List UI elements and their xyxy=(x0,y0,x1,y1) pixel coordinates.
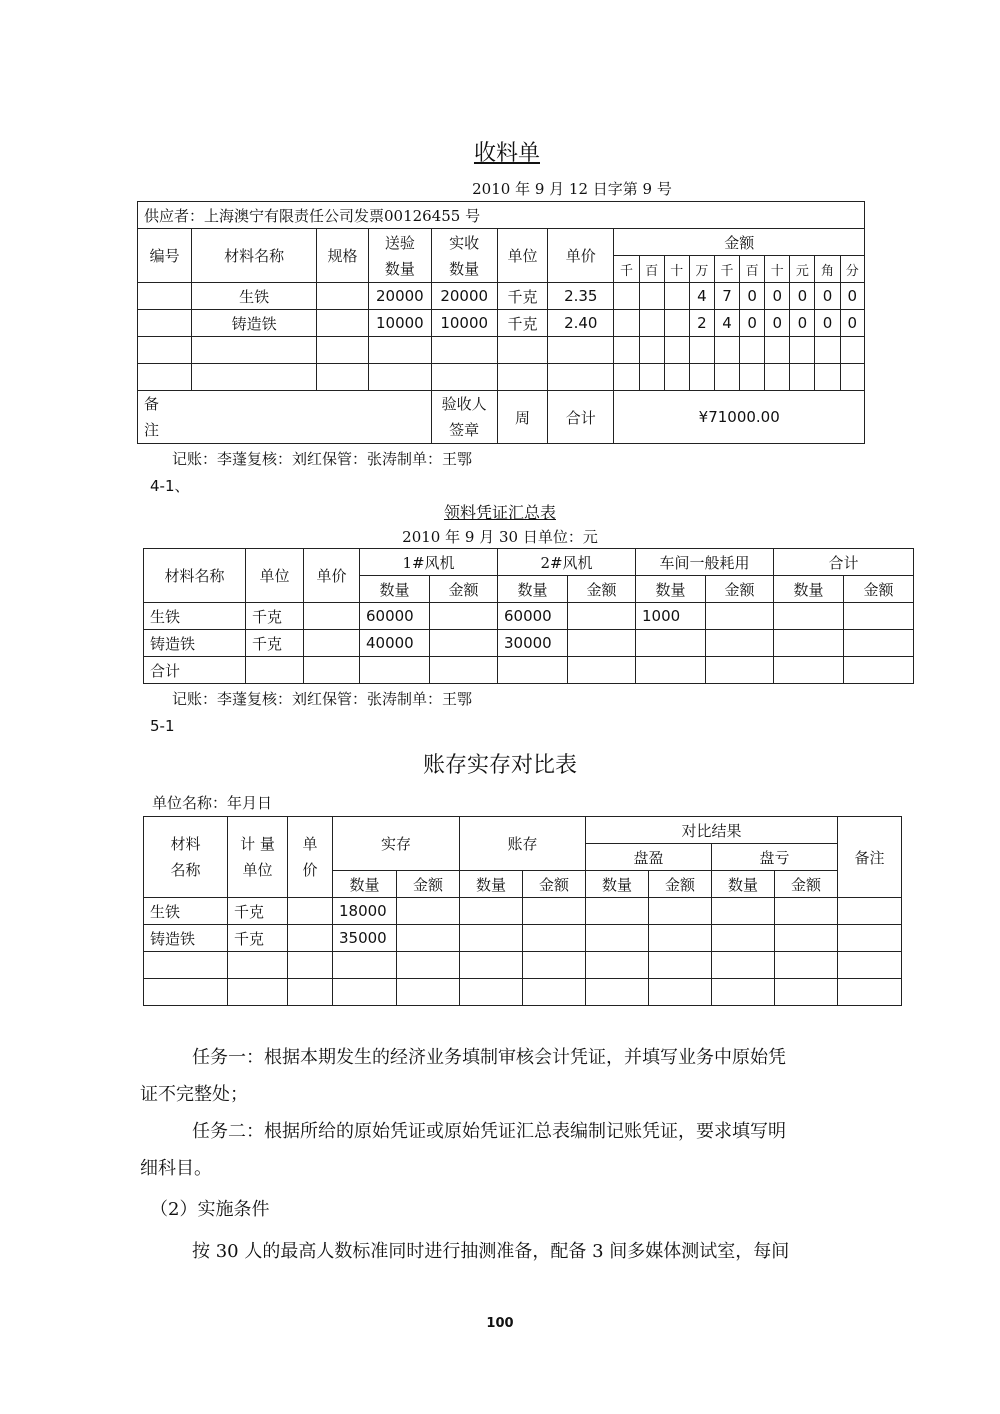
table-row xyxy=(138,310,865,337)
header-group: 1#风机 xyxy=(360,549,498,576)
row-sent: 20000 xyxy=(369,283,431,310)
total-label: 合计 xyxy=(548,391,614,444)
supplier-cell: 供应者：上海澳宁有限责任公司发票00126455 号 xyxy=(138,202,865,229)
receipt-signatures: 记账：李蓬复核：刘红保管：张涛制单：王鄂 xyxy=(172,450,473,468)
digit-cell: 7 xyxy=(714,283,739,310)
row-received: 20000 xyxy=(431,283,497,310)
digit-header: 百 xyxy=(639,256,664,283)
section-4-1-label: 4-1、 xyxy=(150,477,190,495)
row-sent: 10000 xyxy=(369,310,431,337)
header-amt: 金额 xyxy=(706,576,774,603)
row-unit: 千克 xyxy=(246,630,304,657)
header-name: 材料 名称 xyxy=(144,817,228,898)
header-group: 2#风机 xyxy=(498,549,636,576)
header-amt: 金额 xyxy=(649,871,712,898)
section-5-1-label: 5-1 xyxy=(150,717,175,735)
summary-signatures: 记账：李蓬复核：刘红保管：张涛制单：王鄂 xyxy=(172,690,473,708)
digit-cell: 4 xyxy=(714,310,739,337)
row-cell xyxy=(774,603,844,630)
digit-cell: 0 xyxy=(790,283,815,310)
header-unit: 单位 xyxy=(246,549,304,603)
summary-date-line: 2010 年 9 月 30 日单位：元 xyxy=(402,528,598,546)
header-actual: 实存 xyxy=(333,817,460,871)
table-row xyxy=(144,603,914,630)
row-cell xyxy=(844,630,914,657)
compare-unit-line: 单位名称：年月日 xyxy=(152,794,273,812)
row-unit: 千克 xyxy=(228,898,288,925)
row-unit: 千克 xyxy=(497,283,547,310)
conditions-line-1: 按 30 人的最高人数标准同时进行抽测准备，配备 3 间多媒体测试室，每间 xyxy=(192,1241,790,1262)
row-cell: 40000 xyxy=(360,630,430,657)
row-name: 生铁 xyxy=(144,898,228,925)
header-qty: 数量 xyxy=(498,576,568,603)
header-price: 单价 xyxy=(548,229,614,283)
table-row xyxy=(144,925,902,952)
table-row xyxy=(144,952,902,979)
row-name: 铸造铁 xyxy=(144,925,228,952)
digit-cell xyxy=(614,283,639,310)
row-actual-qty: 18000 xyxy=(333,898,397,925)
row-actual-qty: 35000 xyxy=(333,925,397,952)
digit-cell: 0 xyxy=(740,310,765,337)
header-group: 车间一般耗用 xyxy=(636,549,774,576)
header-result: 对比结果 xyxy=(586,817,838,844)
digit-header: 分 xyxy=(840,256,864,283)
header-unit: 单位 xyxy=(497,229,547,283)
header-name: 材料名称 xyxy=(144,549,246,603)
row-cell: 1000 xyxy=(636,603,706,630)
receipt-title: 收料单 xyxy=(473,141,540,166)
digit-header: 千 xyxy=(714,256,739,283)
row-cell xyxy=(430,657,498,684)
inspector-name: 周 xyxy=(497,391,547,444)
row-cell xyxy=(706,630,774,657)
digit-cell xyxy=(664,283,689,310)
receipt-table xyxy=(137,201,865,444)
row-cell: 60000 xyxy=(360,603,430,630)
row-price: 2.40 xyxy=(548,310,614,337)
compare-title: 账存实存对比表 xyxy=(422,753,577,778)
header-amt: 金额 xyxy=(397,871,460,898)
row-cell xyxy=(844,657,914,684)
header-no: 编号 xyxy=(138,229,192,283)
digit-header: 十 xyxy=(664,256,689,283)
digit-cell xyxy=(639,310,664,337)
digit-header: 万 xyxy=(689,256,714,283)
task1-line-1: 任务一：根据本期发生的经济业务填制审核会计凭证，并填写业务中原始凭 xyxy=(192,1047,786,1068)
digit-cell xyxy=(664,310,689,337)
digit-cell xyxy=(639,283,664,310)
row-name: 铸造铁 xyxy=(192,310,317,337)
row-cell xyxy=(844,603,914,630)
row-name: 生铁 xyxy=(192,283,317,310)
header-amount: 金额 xyxy=(614,229,865,256)
row-name: 合计 xyxy=(144,657,246,684)
summary-title: 领料凭证汇总表 xyxy=(443,503,556,522)
digit-cell: 2 xyxy=(689,310,714,337)
row-cell xyxy=(706,603,774,630)
row-spec xyxy=(316,283,368,310)
task2-line-1: 任务二：根据所给的原始凭证或原始凭证汇总表编制记账凭证，要求填写明 xyxy=(192,1121,786,1142)
digit-header: 元 xyxy=(790,256,815,283)
digit-header: 十 xyxy=(765,256,790,283)
receipt-date-line: 2010 年 9 月 12 日字第 9 号 xyxy=(472,180,672,198)
table-row xyxy=(138,337,865,364)
header-sent: 送验 数量 xyxy=(369,229,431,283)
header-spec: 规格 xyxy=(316,229,368,283)
header-qty: 数量 xyxy=(360,576,430,603)
table-row xyxy=(144,898,902,925)
digit-cell: 0 xyxy=(740,283,765,310)
table-row xyxy=(144,979,902,1006)
total-value: ¥71000.00 xyxy=(614,391,865,444)
row-cell xyxy=(774,657,844,684)
remark-cell: 备 注 xyxy=(138,391,432,444)
digit-header: 角 xyxy=(815,256,840,283)
row-no xyxy=(138,310,192,337)
task2-line-2: 细科目。 xyxy=(140,1158,212,1179)
digit-cell: 0 xyxy=(815,310,840,337)
conditions-heading: （2）实施条件 xyxy=(150,1199,270,1220)
header-book: 账存 xyxy=(460,817,586,871)
row-cell xyxy=(636,657,706,684)
digit-cell: 0 xyxy=(840,310,864,337)
row-price xyxy=(304,630,360,657)
table-row xyxy=(144,630,914,657)
row-unit xyxy=(246,657,304,684)
row-cell xyxy=(568,657,636,684)
header-group: 合计 xyxy=(774,549,914,576)
row-cell: 30000 xyxy=(498,630,568,657)
digit-cell: 0 xyxy=(815,283,840,310)
header-received: 实收 数量 xyxy=(431,229,497,283)
row-unit: 千克 xyxy=(228,925,288,952)
header-qty: 数量 xyxy=(460,871,523,898)
header-qty: 数量 xyxy=(636,576,706,603)
digit-cell: 0 xyxy=(765,283,790,310)
row-cell xyxy=(568,603,636,630)
header-amt: 金额 xyxy=(523,871,586,898)
header-surplus: 盘盈 xyxy=(586,844,712,871)
header-remark: 备注 xyxy=(838,817,902,898)
table-row xyxy=(138,283,865,310)
page-number: 100 xyxy=(486,1316,514,1331)
digit-header: 千 xyxy=(614,256,639,283)
row-price xyxy=(304,657,360,684)
digit-cell: 0 xyxy=(790,310,815,337)
digit-cell: 4 xyxy=(689,283,714,310)
row-spec xyxy=(316,310,368,337)
row-cell xyxy=(430,630,498,657)
row-cell: 60000 xyxy=(498,603,568,630)
header-amt: 金额 xyxy=(430,576,498,603)
row-cell xyxy=(706,657,774,684)
row-cell xyxy=(360,657,430,684)
table-row xyxy=(144,657,914,684)
header-deficit: 盘亏 xyxy=(712,844,838,871)
digit-cell: 0 xyxy=(765,310,790,337)
row-unit: 千克 xyxy=(246,603,304,630)
row-price xyxy=(304,603,360,630)
row-cell xyxy=(430,603,498,630)
header-qty: 数量 xyxy=(333,871,397,898)
header-qty: 数量 xyxy=(586,871,649,898)
header-price: 单 价 xyxy=(288,817,333,898)
header-amt: 金额 xyxy=(775,871,838,898)
header-qty: 数量 xyxy=(712,871,775,898)
row-unit: 千克 xyxy=(497,310,547,337)
digit-cell xyxy=(614,310,639,337)
row-name: 生铁 xyxy=(144,603,246,630)
row-cell xyxy=(498,657,568,684)
row-cell xyxy=(636,630,706,657)
header-qty: 数量 xyxy=(774,576,844,603)
row-cell xyxy=(774,630,844,657)
row-name: 铸造铁 xyxy=(144,630,246,657)
row-cell xyxy=(568,630,636,657)
header-amt: 金额 xyxy=(568,576,636,603)
header-name: 材料名称 xyxy=(192,229,317,283)
header-price: 单价 xyxy=(304,549,360,603)
task1-line-2: 证不完整处； xyxy=(140,1084,248,1105)
row-price: 2.35 xyxy=(548,283,614,310)
digit-header: 百 xyxy=(740,256,765,283)
row-received: 10000 xyxy=(431,310,497,337)
compare-table xyxy=(143,816,902,1006)
header-amt: 金额 xyxy=(844,576,914,603)
digit-cell: 0 xyxy=(840,283,864,310)
row-no xyxy=(138,283,192,310)
table-row xyxy=(138,364,865,391)
inspector-label: 验收人 签章 xyxy=(431,391,497,444)
header-unit: 计 量 单位 xyxy=(228,817,288,898)
summary-table xyxy=(143,548,914,684)
